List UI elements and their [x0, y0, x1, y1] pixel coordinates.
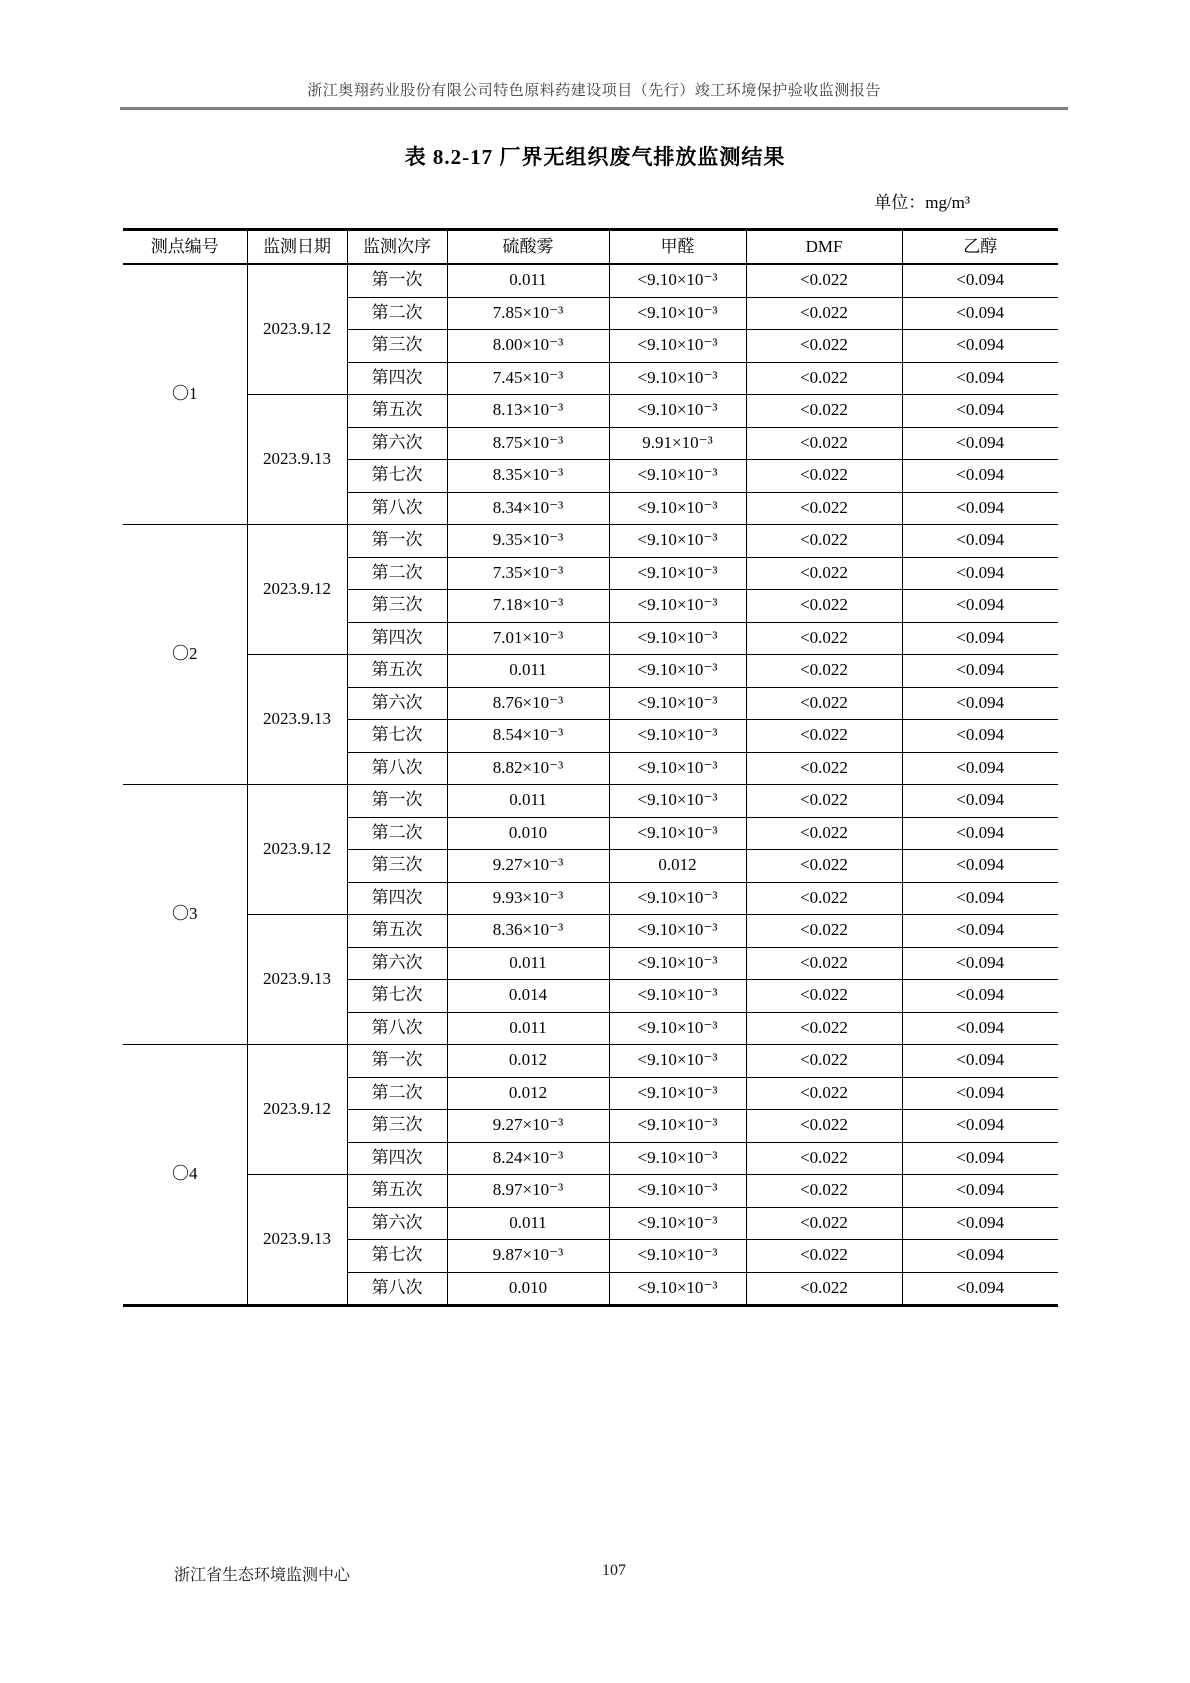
formaldehyde-value-cell: <9.10×10⁻³ — [609, 1175, 746, 1208]
sulfuric-acid-mist-value-cell: 8.13×10⁻³ — [447, 395, 609, 428]
monitoring-table-wrap — [123, 228, 1058, 1307]
formaldehyde-value-cell: <9.10×10⁻³ — [609, 1012, 746, 1045]
sulfuric-acid-mist-value-cell: 8.34×10⁻³ — [447, 492, 609, 525]
sequence-cell: 第四次 — [347, 622, 447, 655]
date-cell: 2023.9.12 — [247, 264, 347, 395]
dmf-value-cell: <0.022 — [746, 915, 902, 948]
sulfuric-acid-mist-value-cell: 0.010 — [447, 1272, 609, 1306]
formaldehyde-value-cell: <9.10×10⁻³ — [609, 882, 746, 915]
dmf-value-cell: <0.022 — [746, 655, 902, 688]
sequence-cell: 第七次 — [347, 460, 447, 493]
formaldehyde-value-cell: <9.10×10⁻³ — [609, 655, 746, 688]
sulfuric-acid-mist-value-cell: 8.35×10⁻³ — [447, 460, 609, 493]
sulfuric-acid-mist-value-cell: 8.00×10⁻³ — [447, 330, 609, 363]
formaldehyde-value-cell: <9.10×10⁻³ — [609, 460, 746, 493]
sulfuric-acid-mist-value-cell: 0.012 — [447, 1045, 609, 1078]
sulfuric-acid-mist-value-cell: 8.97×10⁻³ — [447, 1175, 609, 1208]
dmf-value-cell: <0.022 — [746, 395, 902, 428]
ethanol-value-cell: <0.094 — [902, 297, 1058, 330]
formaldehyde-value-cell: <9.10×10⁻³ — [609, 1272, 746, 1306]
formaldehyde-value-cell: <9.10×10⁻³ — [609, 915, 746, 948]
sequence-cell: 第二次 — [347, 297, 447, 330]
monitoring-table — [123, 228, 1058, 1307]
dmf-value-cell: <0.022 — [746, 1207, 902, 1240]
formaldehyde-value-cell: <9.10×10⁻³ — [609, 264, 746, 297]
sequence-cell: 第七次 — [347, 720, 447, 753]
sequence-cell: 第三次 — [347, 1110, 447, 1143]
sequence-cell: 第一次 — [347, 1045, 447, 1078]
dmf-value-cell: <0.022 — [746, 817, 902, 850]
sequence-cell: 第二次 — [347, 1077, 447, 1110]
page-title: 表 8.2-17 厂界无组织废气排放监测结果 — [404, 145, 786, 169]
sequence-cell: 第四次 — [347, 362, 447, 395]
sequence-cell: 第七次 — [347, 1240, 447, 1273]
ethanol-value-cell: <0.094 — [902, 687, 1058, 720]
dmf-value-cell: <0.022 — [746, 492, 902, 525]
unit-label-line — [123, 188, 1058, 213]
formaldehyde-value-cell: <9.10×10⁻³ — [609, 720, 746, 753]
sequence-cell: 第二次 — [347, 817, 447, 850]
sulfuric-acid-mist-value-cell: 0.011 — [447, 1207, 609, 1240]
formaldehyde-value-cell: <9.10×10⁻³ — [609, 525, 746, 558]
point-id-cell: 〇4 — [123, 1045, 247, 1306]
sulfuric-acid-mist-value-cell: 0.010 — [447, 817, 609, 850]
formaldehyde-value-cell: <9.10×10⁻³ — [609, 557, 746, 590]
sulfuric-acid-mist-value-cell: 8.75×10⁻³ — [447, 427, 609, 460]
footer-organization: 浙江省生态环境监测中心 — [174, 1567, 351, 1584]
sequence-cell: 第三次 — [347, 330, 447, 363]
table-row — [123, 395, 1058, 428]
formaldehyde-value-cell: 0.012 — [609, 850, 746, 883]
monitoring-table-body — [123, 264, 1058, 1306]
report-header-title: 浙江奥翔药业股份有限公司特色原料药建设项目（先行）竣工环境保护验收监测报告 — [307, 83, 881, 99]
date-cell: 2023.9.13 — [247, 655, 347, 785]
table-row — [123, 785, 1058, 818]
col-header-point-id: 测点编号 — [123, 230, 247, 265]
sulfuric-acid-mist-value-cell: 9.27×10⁻³ — [447, 1110, 609, 1143]
unit-label: 单位：mg/m³ — [874, 193, 970, 212]
formaldehyde-value-cell: <9.10×10⁻³ — [609, 492, 746, 525]
ethanol-value-cell: <0.094 — [902, 330, 1058, 363]
formaldehyde-value-cell: <9.10×10⁻³ — [609, 297, 746, 330]
sulfuric-acid-mist-value-cell: 8.76×10⁻³ — [447, 687, 609, 720]
ethanol-value-cell: <0.094 — [902, 557, 1058, 590]
ethanol-value-cell: <0.094 — [902, 980, 1058, 1013]
sulfuric-acid-mist-value-cell: 7.18×10⁻³ — [447, 590, 609, 623]
sequence-cell: 第六次 — [347, 1207, 447, 1240]
table-row — [123, 1045, 1058, 1078]
sequence-cell: 第三次 — [347, 590, 447, 623]
sulfuric-acid-mist-value-cell: 7.85×10⁻³ — [447, 297, 609, 330]
ethanol-value-cell: <0.094 — [902, 590, 1058, 623]
ethanol-value-cell: <0.094 — [902, 492, 1058, 525]
ethanol-value-cell: <0.094 — [902, 817, 1058, 850]
sulfuric-acid-mist-value-cell: 9.27×10⁻³ — [447, 850, 609, 883]
sequence-cell: 第五次 — [347, 655, 447, 688]
dmf-value-cell: <0.022 — [746, 1272, 902, 1306]
ethanol-value-cell: <0.094 — [902, 947, 1058, 980]
sequence-cell: 第八次 — [347, 492, 447, 525]
sequence-cell: 第六次 — [347, 947, 447, 980]
formaldehyde-value-cell: <9.10×10⁻³ — [609, 1045, 746, 1078]
formaldehyde-value-cell: <9.10×10⁻³ — [609, 980, 746, 1013]
dmf-value-cell: <0.022 — [746, 882, 902, 915]
dmf-value-cell: <0.022 — [746, 427, 902, 460]
dmf-value-cell: <0.022 — [746, 1012, 902, 1045]
formaldehyde-value-cell: <9.10×10⁻³ — [609, 395, 746, 428]
ethanol-value-cell: <0.094 — [902, 655, 1058, 688]
ethanol-value-cell: <0.094 — [902, 362, 1058, 395]
dmf-value-cell: <0.022 — [746, 1142, 902, 1175]
sulfuric-acid-mist-value-cell: 7.01×10⁻³ — [447, 622, 609, 655]
table-row — [123, 525, 1058, 558]
sequence-cell: 第四次 — [347, 882, 447, 915]
formaldehyde-value-cell: <9.10×10⁻³ — [609, 622, 746, 655]
formaldehyde-value-cell: 9.91×10⁻³ — [609, 427, 746, 460]
ethanol-value-cell: <0.094 — [902, 1142, 1058, 1175]
date-cell: 2023.9.13 — [247, 395, 347, 525]
date-cell: 2023.9.12 — [247, 1045, 347, 1175]
page-number: 107 — [602, 1562, 626, 1579]
sequence-cell: 第一次 — [347, 264, 447, 297]
ethanol-value-cell: <0.094 — [902, 720, 1058, 753]
sulfuric-acid-mist-value-cell: 0.011 — [447, 655, 609, 688]
dmf-value-cell: <0.022 — [746, 590, 902, 623]
date-cell: 2023.9.13 — [247, 1175, 347, 1306]
col-header-formaldehyde: 甲醛 — [609, 230, 746, 265]
sequence-cell: 第一次 — [347, 785, 447, 818]
sequence-cell: 第一次 — [347, 525, 447, 558]
ethanol-value-cell: <0.094 — [902, 1012, 1058, 1045]
sulfuric-acid-mist-value-cell: 0.011 — [447, 947, 609, 980]
sequence-cell: 第五次 — [347, 915, 447, 948]
table-row — [123, 264, 1058, 297]
dmf-value-cell: <0.022 — [746, 330, 902, 363]
ethanol-value-cell: <0.094 — [902, 264, 1058, 297]
table-row — [123, 655, 1058, 688]
sulfuric-acid-mist-value-cell: 9.35×10⁻³ — [447, 525, 609, 558]
table-row — [123, 1175, 1058, 1208]
formaldehyde-value-cell: <9.10×10⁻³ — [609, 330, 746, 363]
dmf-value-cell: <0.022 — [746, 525, 902, 558]
dmf-value-cell: <0.022 — [746, 850, 902, 883]
sulfuric-acid-mist-value-cell: 9.93×10⁻³ — [447, 882, 609, 915]
sequence-cell: 第三次 — [347, 850, 447, 883]
col-header-sulfuric-acid-mist: 硫酸雾 — [447, 230, 609, 265]
report-header — [120, 79, 1068, 110]
sulfuric-acid-mist-value-cell: 0.011 — [447, 1012, 609, 1045]
sequence-cell: 第二次 — [347, 557, 447, 590]
table-header-row — [123, 230, 1058, 265]
formaldehyde-value-cell: <9.10×10⁻³ — [609, 590, 746, 623]
ethanol-value-cell: <0.094 — [902, 882, 1058, 915]
sequence-cell: 第四次 — [347, 1142, 447, 1175]
ethanol-value-cell: <0.094 — [902, 1207, 1058, 1240]
point-id-cell: 〇1 — [123, 264, 247, 525]
ethanol-value-cell: <0.094 — [902, 427, 1058, 460]
formaldehyde-value-cell: <9.10×10⁻³ — [609, 1207, 746, 1240]
date-cell: 2023.9.12 — [247, 525, 347, 655]
table-header — [123, 230, 1058, 265]
sulfuric-acid-mist-value-cell: 7.45×10⁻³ — [447, 362, 609, 395]
dmf-value-cell: <0.022 — [746, 947, 902, 980]
dmf-value-cell: <0.022 — [746, 1175, 902, 1208]
sequence-cell: 第六次 — [347, 427, 447, 460]
dmf-value-cell: <0.022 — [746, 1240, 902, 1273]
sequence-cell: 第七次 — [347, 980, 447, 1013]
dmf-value-cell: <0.022 — [746, 297, 902, 330]
sulfuric-acid-mist-value-cell: 0.012 — [447, 1077, 609, 1110]
dmf-value-cell: <0.022 — [746, 1045, 902, 1078]
sequence-cell: 第五次 — [347, 1175, 447, 1208]
sulfuric-acid-mist-value-cell: 0.011 — [447, 785, 609, 818]
ethanol-value-cell: <0.094 — [902, 1272, 1058, 1306]
sulfuric-acid-mist-value-cell: 7.35×10⁻³ — [447, 557, 609, 590]
point-id-cell: 〇2 — [123, 525, 247, 785]
sequence-cell: 第八次 — [347, 752, 447, 785]
col-header-ethanol: 乙醇 — [902, 230, 1058, 265]
dmf-value-cell: <0.022 — [746, 622, 902, 655]
formaldehyde-value-cell: <9.10×10⁻³ — [609, 1110, 746, 1143]
date-cell: 2023.9.13 — [247, 915, 347, 1045]
ethanol-value-cell: <0.094 — [902, 622, 1058, 655]
ethanol-value-cell: <0.094 — [902, 460, 1058, 493]
dmf-value-cell: <0.022 — [746, 720, 902, 753]
sequence-cell: 第五次 — [347, 395, 447, 428]
formaldehyde-value-cell: <9.10×10⁻³ — [609, 817, 746, 850]
dmf-value-cell: <0.022 — [746, 1110, 902, 1143]
sulfuric-acid-mist-value-cell: 8.54×10⁻³ — [447, 720, 609, 753]
table-row — [123, 915, 1058, 948]
formaldehyde-value-cell: <9.10×10⁻³ — [609, 785, 746, 818]
date-cell: 2023.9.12 — [247, 785, 347, 915]
sulfuric-acid-mist-value-cell: 0.014 — [447, 980, 609, 1013]
dmf-value-cell: <0.022 — [746, 460, 902, 493]
sequence-cell: 第六次 — [347, 687, 447, 720]
ethanol-value-cell: <0.094 — [902, 915, 1058, 948]
dmf-value-cell: <0.022 — [746, 785, 902, 818]
sulfuric-acid-mist-value-cell: 8.36×10⁻³ — [447, 915, 609, 948]
ethanol-value-cell: <0.094 — [902, 1240, 1058, 1273]
sulfuric-acid-mist-value-cell: 0.011 — [447, 264, 609, 297]
dmf-value-cell: <0.022 — [746, 752, 902, 785]
sequence-cell: 第八次 — [347, 1272, 447, 1306]
formaldehyde-value-cell: <9.10×10⁻³ — [609, 752, 746, 785]
formaldehyde-value-cell: <9.10×10⁻³ — [609, 1240, 746, 1273]
col-header-date: 监测日期 — [247, 230, 347, 265]
dmf-value-cell: <0.022 — [746, 1077, 902, 1110]
formaldehyde-value-cell: <9.10×10⁻³ — [609, 687, 746, 720]
dmf-value-cell: <0.022 — [746, 557, 902, 590]
sulfuric-acid-mist-value-cell: 8.82×10⁻³ — [447, 752, 609, 785]
point-id-cell: 〇3 — [123, 785, 247, 1045]
dmf-value-cell: <0.022 — [746, 264, 902, 297]
col-header-dmf: DMF — [746, 230, 902, 265]
formaldehyde-value-cell: <9.10×10⁻³ — [609, 362, 746, 395]
ethanol-value-cell: <0.094 — [902, 525, 1058, 558]
ethanol-value-cell: <0.094 — [902, 1175, 1058, 1208]
formaldehyde-value-cell: <9.10×10⁻³ — [609, 947, 746, 980]
sequence-cell: 第八次 — [347, 1012, 447, 1045]
ethanol-value-cell: <0.094 — [902, 785, 1058, 818]
col-header-sequence: 监测次序 — [347, 230, 447, 265]
ethanol-value-cell: <0.094 — [902, 850, 1058, 883]
sulfuric-acid-mist-value-cell: 9.87×10⁻³ — [447, 1240, 609, 1273]
ethanol-value-cell: <0.094 — [902, 1077, 1058, 1110]
ethanol-value-cell: <0.094 — [902, 1110, 1058, 1143]
dmf-value-cell: <0.022 — [746, 980, 902, 1013]
sulfuric-acid-mist-value-cell: 8.24×10⁻³ — [447, 1142, 609, 1175]
ethanol-value-cell: <0.094 — [902, 1045, 1058, 1078]
dmf-value-cell: <0.022 — [746, 362, 902, 395]
formaldehyde-value-cell: <9.10×10⁻³ — [609, 1077, 746, 1110]
ethanol-value-cell: <0.094 — [902, 395, 1058, 428]
dmf-value-cell: <0.022 — [746, 687, 902, 720]
ethanol-value-cell: <0.094 — [902, 752, 1058, 785]
formaldehyde-value-cell: <9.10×10⁻³ — [609, 1142, 746, 1175]
